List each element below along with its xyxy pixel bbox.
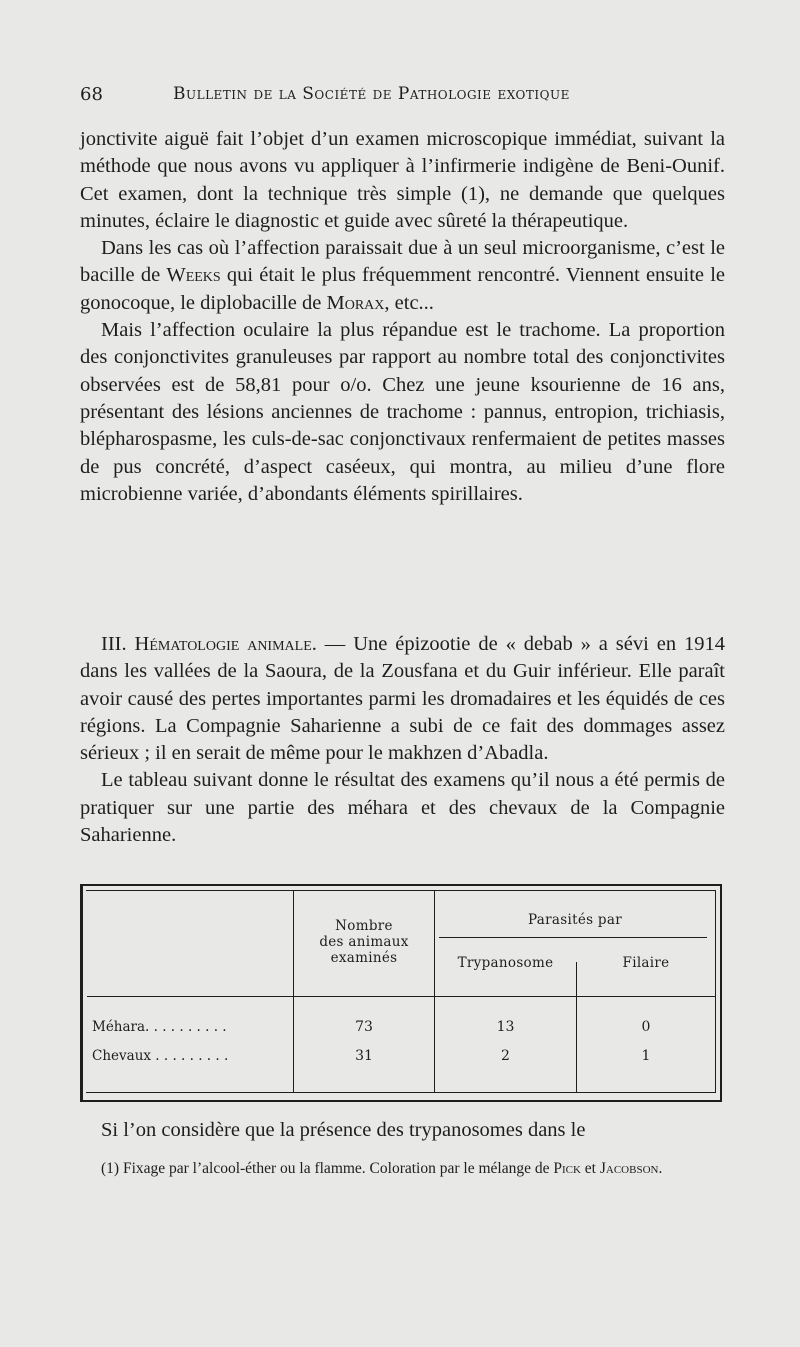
paragraph-table-intro: Le tableau suivant donne le résultat des examens qu’il nous a été permis de pratiquer sur une partie des méhara et des chevaux de la Compagnie Saharienne. bbox=[80, 769, 725, 847]
row-label: Méhara. . . . . . . . . . bbox=[92, 1019, 227, 1035]
paragraph-animal-hematology: III. Hématologie animale. — Une épizootie de « debab » a sévi en 1914 dans les vallées de la Saoura, de la Zousfana et du Guir inférieur. Elle paraît avoir causé des pertes importantes parmi les dromadaires et les équidés de ces régions. La Compagnie Saharienne a subi de ce fait des dommages assez sérieux ; il en serait de même pour le makhzen d’Abadla. bbox=[80, 633, 725, 765]
row-filaire: 1 bbox=[641, 1048, 651, 1064]
page-header bbox=[80, 84, 720, 114]
row-trypanosome: 2 bbox=[501, 1048, 510, 1064]
page-number: 68 bbox=[80, 84, 103, 105]
body-text-after-table bbox=[80, 1117, 725, 1144]
author-pick: Pick bbox=[553, 1160, 581, 1177]
section-title: Hématologie animale. bbox=[134, 633, 317, 655]
header-filaire: Filaire bbox=[622, 955, 670, 971]
body-text-upper bbox=[80, 126, 725, 508]
author-morax: Morax bbox=[326, 291, 385, 314]
row-label: Chevaux . . . . . . . . . bbox=[92, 1048, 229, 1064]
body-text-lower bbox=[80, 631, 725, 849]
row-trypanosome: 13 bbox=[496, 1019, 515, 1035]
row-filaire: 0 bbox=[641, 1019, 651, 1035]
running-title: Bulletin de la Société de Pathologie exotique bbox=[173, 84, 570, 104]
parasites-brace-rule bbox=[439, 937, 707, 938]
author-weeks: Weeks bbox=[166, 264, 221, 287]
paragraph-trachoma: Mais l’affection oculaire la plus répandue est le trachome. La proportion des conjonctivites granuleuses par rapport au nombre total des conjonctivites observées est de 58,81 pour o/o. Chez une jeune ksourienne de 16 ans, présentant des lésions anciennes de trachome : pannus, entropion, trichiasis, blépharospasme, les culs-de-sac conjonctivaux renfermaient de petites masses de pus concrété, d’aspect caséeux, qui montra, au milieu d’une flore microbienne variée, d’abondants éléments spirillaires. bbox=[80, 319, 725, 505]
paragraph-conjunctivitis: jonctivite aiguë fait l’objet d’un examen microscopique immédiat, suivant la méthode que nous avons vu appliquer à l’infirmerie indigène de Beni-Ounif. Cet examen, dont la technique très simple (1), ne demande que quelques minutes, éclaire le diagnostic et guide avec sûreté la thérapeutique. bbox=[80, 128, 725, 232]
row-count: 73 bbox=[355, 1019, 373, 1035]
paragraph-microorganisms: Dans les cas où l’affection paraissait due à un seul microorganisme, c’est le bacille de Weeks qui était le plus fréquemment rencontré. Viennent ensuite le gonocoque, le diplobacille de Morax, etc... bbox=[80, 237, 725, 314]
header-parasites: Parasités par bbox=[528, 912, 622, 928]
header-animals-examined: Nombre des animaux examinés bbox=[319, 918, 409, 966]
results-table bbox=[80, 884, 722, 1102]
author-jacobson: Jacobson bbox=[599, 1160, 659, 1177]
row-count: 31 bbox=[355, 1048, 373, 1064]
table-header-rule bbox=[87, 996, 715, 997]
footnote-text: (1) Fixage par l’alcool-éther ou la flamme. Coloration par le mélange de Pick et Jacobson. bbox=[101, 1160, 663, 1177]
paragraph-trypanosomes: Si l’on considère que la présence des trypanosomes dans le bbox=[101, 1119, 586, 1141]
footnote bbox=[80, 1159, 725, 1179]
header-trypanosome: Trypanosome bbox=[457, 955, 554, 971]
